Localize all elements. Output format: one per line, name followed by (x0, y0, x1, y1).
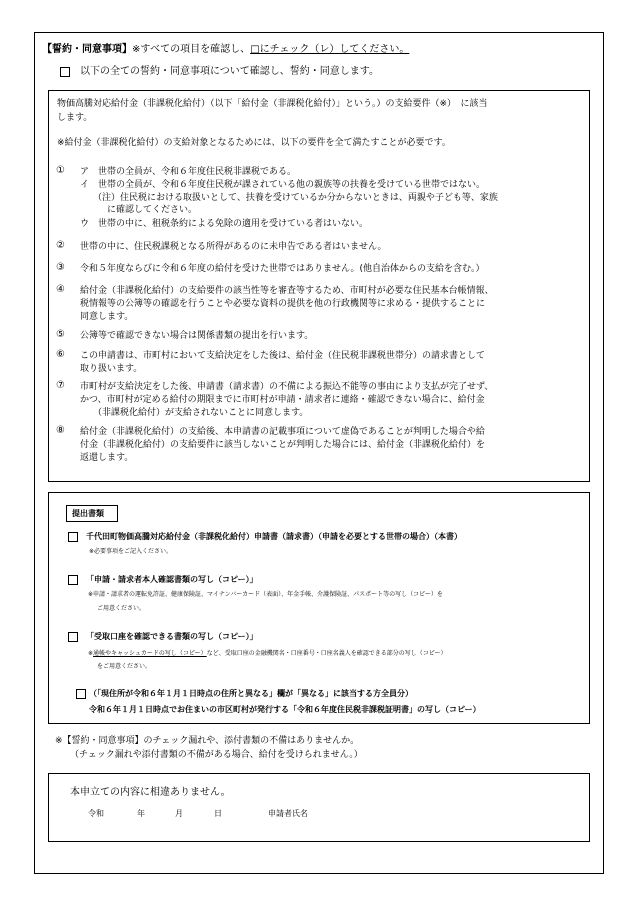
doc3-checkbox[interactable] (68, 632, 78, 642)
doc1-note: ※必要事項をご記入ください。 (89, 548, 173, 555)
item6-line1: この申請書は、市町村において支給決定をした後は、給付金（住民税非課税世帯分）の請求書として (80, 351, 486, 361)
doc2-note1: ※申請・請求者の運転免許証、健康保険証、マイナンバーカード（表面）、年金手帳、介護保険証、パスポート等の写し（コピー）を (88, 591, 443, 598)
doc1-checkbox[interactable] (68, 532, 78, 542)
item1-i: イ 世帯の全員が、令和６年度住民税が課されている他の親族等の扶養を受けている世帯ではない。 (80, 180, 486, 190)
documents-label: 提出書類 (72, 509, 104, 518)
item7-line3: （非課税化給付）が支給されないことに同意します。 (93, 408, 309, 418)
date-year-label: 年 (137, 809, 145, 818)
doc2-checkbox[interactable] (68, 575, 78, 585)
instruction-line (42, 43, 409, 57)
item6-number: ⑥ (56, 349, 65, 360)
doc3-note2: をご用意ください。 (97, 663, 152, 670)
doc2-note2: ご用意ください。 (97, 605, 146, 612)
doc3-note1-post: など、受取口座の金融機関名・口座番号・口座名義人を確認できる部分の写し（コピー） (206, 650, 447, 657)
item5-text: 公簿等で確認できない場合は関係書類の提出を行います。 (80, 331, 314, 341)
item2-number: ② (56, 240, 65, 251)
agree-all-checkbox[interactable] (60, 67, 70, 77)
reminder-line1: ※【誓約・同意事項】のチェック漏れや、添付書類の不備はありませんか。 (55, 736, 360, 746)
item3-text: 令和５年度ならびに令和６年度の給付を受けた世帯ではありません。(他自治体からの支給を含む。） (80, 264, 485, 274)
doc4-title: （「現住所が令和６年１月１日時点の住所と異なる」欄が「異なる」に該当する方全員分） (89, 689, 413, 698)
declaration-box (48, 773, 590, 842)
doc3-note1-underlined: 通帳やキャッシュカードの写し（コピー） (93, 650, 207, 657)
doc4-checkbox[interactable] (76, 689, 86, 699)
reminder-line2: （チェック漏れや添付書類の不備がある場合、給付を受けられません。） (70, 750, 363, 760)
doc3-note1-pre: ※ (88, 650, 94, 657)
doc4-note: 令和６年１月１日時点でお住まいの市区町村が発行する「令和６年度住民税非課税証明書」の写し（コピー） (89, 705, 481, 714)
doc3-note1 (88, 649, 446, 658)
terms-note: ※給付金（非課税化給付）の支給対象となるためには、以下の要件を全て満たすことが必要です。 (57, 138, 451, 148)
item1-a: ア 世帯の全員が、令和６年度住民税非課税である。 (80, 167, 297, 177)
item1-note1: （注）住民税における取扱いとして、扶養を受けているか分からないときは、両親や子ども等、家族 (93, 193, 498, 203)
item1-u: ウ 世帯の中に、租税条約による免除の適用を受けている者はいない。 (80, 219, 369, 229)
date-era: 令和 (88, 809, 104, 818)
doc1-title: 千代田町物価高騰対応給付金（非課税化給付）申請書（請求書）（申請を必要とする世帯の場合）（本書） (86, 532, 462, 541)
instruction-title: 【誓約・同意事項】 (42, 44, 132, 55)
agree-all-label: 以下の全ての誓約・同意事項について確認し、誓約・同意します。 (80, 66, 379, 77)
instruction-underlined: □にチェック（レ）してください。 (250, 44, 410, 55)
item4-line1: 給付金（非課税化給付）の支給要件の該当性等を審査等するため、市町村が必要な住民基本台帳情報、 (80, 286, 494, 296)
applicant-name-label: 申請者氏名 (268, 809, 308, 818)
item4-line2: 税情報等の公簿等の確認を行うことや必要な資料の提供を他の行政機関等に求める・提供することに (80, 299, 486, 309)
terms-intro-line1: 物価高騰対応給付金（非課税化給付）（以下「給付金（非課税化給付）」という。）の支給要件（※） に該当 (57, 99, 488, 109)
item7-line1: 市町村が支給決定をした後、申請書（請求書）の不備による振込不能等の事由により支払が完了せず、 (80, 382, 494, 392)
terms-intro-line2: します。 (57, 113, 93, 123)
item4-line3: 同意します。 (80, 312, 134, 322)
doc3-title: 「受取口座を確認できる書類の写し（コピー）」 (86, 632, 258, 641)
item1-note2: に確認してください。 (107, 205, 198, 215)
declaration-statement: 本申立ての内容に相違ありません。 (70, 787, 231, 798)
item2-text: 世帯の中に、住民税課税となる所得があるのに未申告である者はいません。 (80, 242, 387, 252)
item4-number: ④ (56, 284, 65, 295)
item8-line2: 付金（非課税化給付）の支給要件に該当しないことが判明した場合には、給付金（非課税化給付）を (80, 440, 486, 450)
item5-number: ⑤ (56, 329, 65, 340)
item7-line2: かつ、市町村が定める給付の期限までに市町村が申請・請求者に連絡・確認できない場合に、給付金 (80, 395, 485, 405)
date-day-label: 日 (214, 809, 222, 818)
instruction-text: ※すべての項目を確認し、 (132, 44, 251, 55)
date-month-label: 月 (175, 809, 183, 818)
item1-number: ① (56, 165, 65, 176)
item8-line1: 給付金（非課税化給付）の支給後、本申請書の記載事項について虚偽であることが判明した場合や給 (80, 427, 485, 437)
item6-line2: 取り扱います。 (80, 364, 143, 374)
item7-number: ⑦ (56, 380, 65, 391)
item8-line3: 返還します。 (80, 453, 134, 463)
doc2-title: 「申請・請求者本人確認書類の写し（コピー）」 (86, 575, 258, 584)
item3-number: ③ (56, 262, 65, 273)
item8-number: ⑧ (56, 425, 65, 436)
